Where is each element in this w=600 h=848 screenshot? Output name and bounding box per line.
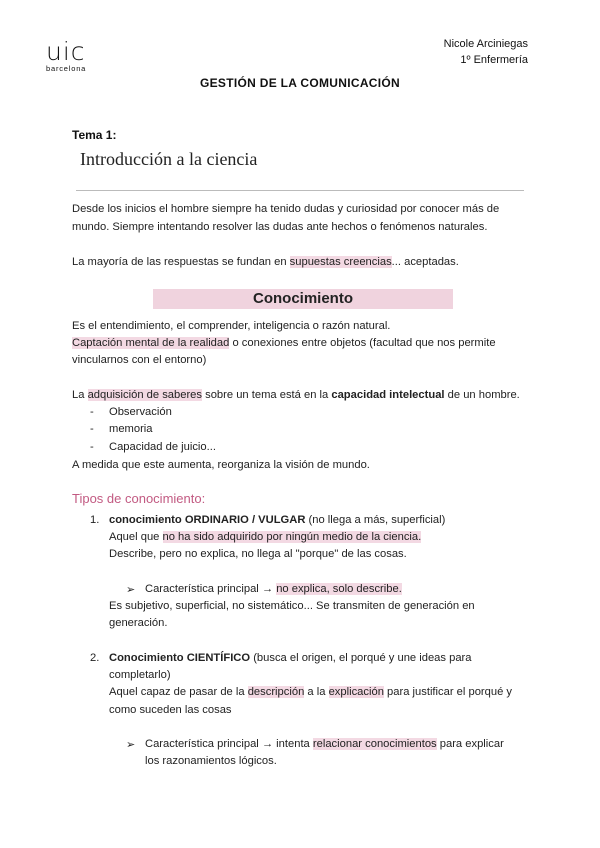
tema-label: Tema 1: bbox=[72, 128, 117, 142]
item1-bullet: Característica principal → no explica, solo describe. bbox=[145, 583, 402, 595]
item2-line-3: Aquel capaz de pasar de la descripción a la explicación para justificar el porqué y bbox=[109, 686, 513, 698]
divider-line bbox=[76, 190, 524, 191]
list-item: Observación bbox=[109, 406, 172, 418]
list-dash: - bbox=[90, 406, 94, 418]
document-title: GESTIÓN DE LA COMUNICACIÓN bbox=[199, 76, 401, 90]
highlight: no explica, solo describe. bbox=[276, 583, 402, 595]
list-item: memoria bbox=[109, 423, 153, 435]
item1-title: conocimiento ORDINARIO / VULGAR (no llega a más, superficial) bbox=[109, 514, 446, 526]
intro-line-2: mundo. Siempre intentando resolver las dudas ante hechos o fenómenos naturales. bbox=[72, 221, 488, 233]
item2-bullet-line-2: los razonamientos lógicos. bbox=[145, 755, 277, 767]
uic-logo bbox=[46, 37, 87, 73]
bold-text: conocimiento ORDINARIO / VULGAR bbox=[109, 514, 306, 526]
item2-bullet: Característica principal → intenta relacionar conocimientos para explicar bbox=[145, 738, 504, 750]
arrow-bullet-icon: ➢ bbox=[126, 739, 136, 751]
highlight: explicación bbox=[328, 686, 384, 698]
highlight: supuestas creencias bbox=[289, 256, 392, 268]
adquisicion-line: La adquisición de saberes sobre un tema está en la capacidad intelectual de un hombre. bbox=[72, 389, 520, 401]
author-block bbox=[444, 36, 528, 68]
section-heading-conocimiento: Conocimiento bbox=[153, 289, 453, 309]
logo-mark: uic bbox=[46, 37, 86, 66]
highlight: Captación mental de la realidad bbox=[72, 337, 230, 349]
list-dash: - bbox=[90, 423, 94, 435]
captacion-line-2: vincularnos con el entorno) bbox=[72, 354, 207, 366]
highlight: relacionar conocimientos bbox=[312, 738, 437, 750]
item2-title: Conocimiento CIENTÍFICO (busca el origen, el porqué y une ideas para bbox=[109, 652, 472, 664]
bold-text: Conocimiento CIENTÍFICO bbox=[109, 652, 251, 664]
tipos-heading: Tipos de conocimiento: bbox=[72, 491, 206, 506]
item1-line-6: generación. bbox=[109, 617, 168, 629]
highlight: no ha sido adquirido por ningún medio de la ciencia. bbox=[162, 531, 422, 543]
item1-line-5: Es subjetivo, superficial, no sistemático... Se transmiten de generación en bbox=[109, 600, 475, 612]
item1-line-3: Describe, pero no explica, no llega al "porque" de las cosas. bbox=[109, 548, 407, 560]
highlight: descripción bbox=[247, 686, 305, 698]
intro-line-1: Desde los inicios el hombre siempre ha tenido dudas y curiosidad por conocer más de bbox=[72, 203, 500, 215]
conocimiento-definition: Es el entendimiento, el comprender, inteligencia o razón natural. bbox=[72, 320, 391, 332]
item-number: 1. bbox=[90, 514, 100, 526]
list-dash: - bbox=[90, 441, 94, 453]
bold-text: capacidad intelectual bbox=[331, 389, 445, 401]
conocimiento-closing: A medida que este aumenta, reorganiza la visión de mundo. bbox=[72, 459, 370, 471]
author-course: 1º Enfermería bbox=[460, 54, 528, 66]
author-name: Nicole Arciniegas bbox=[443, 38, 528, 50]
tema-title: Introducción a la ciencia bbox=[80, 149, 258, 169]
item2-title-line-2: completarlo) bbox=[109, 669, 171, 681]
item1-line-2: Aquel que no ha sido adquirido por ningún medio de la ciencia. bbox=[109, 531, 422, 543]
logo-city: barcelona bbox=[46, 64, 87, 73]
arrow-bullet-icon: ➢ bbox=[126, 584, 136, 596]
captacion-line: Captación mental de la realidad o conexiones entre objetos (facultad que nos permite bbox=[72, 337, 496, 349]
item2-line-4: como suceden las cosas bbox=[109, 704, 232, 716]
intro-paragraph-2: La mayoría de las respuestas se fundan en supuestas creencias... aceptadas. bbox=[72, 256, 459, 268]
highlight: adquisición de saberes bbox=[87, 389, 202, 401]
item-number: 2. bbox=[90, 652, 100, 664]
list-item: Capacidad de juicio... bbox=[109, 441, 216, 453]
